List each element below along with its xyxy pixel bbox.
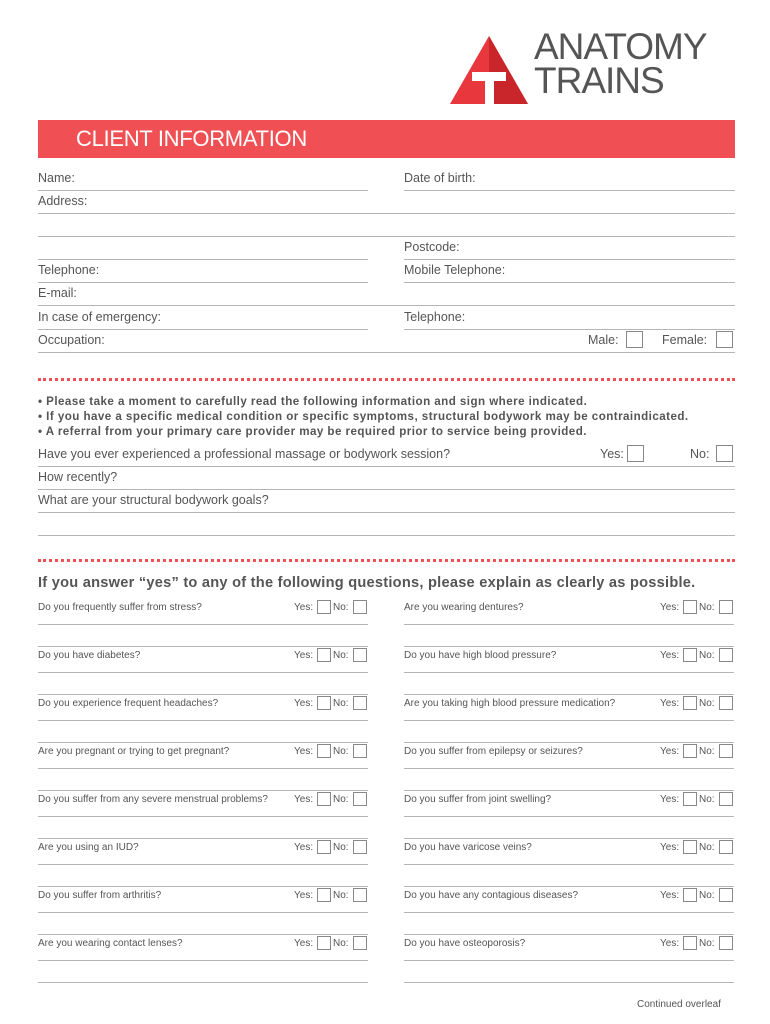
emergency-contact-label: In case of emergency: bbox=[38, 310, 161, 324]
health-question-row bbox=[404, 792, 734, 817]
logo-line-2: TRAINS bbox=[534, 60, 664, 101]
yes-checkbox[interactable] bbox=[683, 648, 697, 662]
telephone-label: Telephone: bbox=[38, 263, 100, 277]
notice-item: • If you have a specific medical condition or specific symptoms, structural bodywork may be contraindicated. bbox=[38, 410, 689, 423]
notice-item: • Please take a moment to carefully read the following information and sign where indicated. bbox=[38, 395, 588, 408]
yes-checkbox[interactable] bbox=[317, 936, 331, 950]
explanation-line[interactable] bbox=[38, 934, 368, 935]
health-question-text: Do you suffer from epilepsy or seizures? bbox=[404, 746, 583, 757]
explanation-line[interactable] bbox=[38, 742, 368, 743]
page-title: CLIENT INFORMATION bbox=[76, 126, 307, 151]
client-information-banner bbox=[38, 120, 735, 158]
massage-yes-checkbox[interactable] bbox=[627, 445, 644, 462]
no-checkbox[interactable] bbox=[719, 888, 733, 902]
no-checkbox[interactable] bbox=[353, 600, 367, 614]
yes-label: Yes: bbox=[660, 842, 680, 853]
yes-checkbox[interactable] bbox=[317, 696, 331, 710]
explanation-line[interactable] bbox=[404, 982, 734, 983]
no-label: No: bbox=[699, 890, 715, 901]
telephone-field[interactable] bbox=[38, 260, 368, 283]
occupation-label: Occupation: bbox=[38, 333, 105, 347]
name-label: Name: bbox=[38, 171, 75, 185]
health-question-row bbox=[38, 792, 368, 817]
email-label: E-mail: bbox=[38, 286, 77, 300]
mobile-telephone-label: Mobile Telephone: bbox=[404, 263, 506, 277]
yes-label: Yes: bbox=[294, 794, 314, 805]
no-label: No: bbox=[699, 602, 715, 613]
yes-checkbox[interactable] bbox=[317, 744, 331, 758]
no-checkbox[interactable] bbox=[353, 840, 367, 854]
yes-label: Yes: bbox=[660, 602, 680, 613]
health-question-text: Do you suffer from joint swelling? bbox=[404, 794, 552, 805]
no-checkbox[interactable] bbox=[353, 792, 367, 806]
yes-checkbox[interactable] bbox=[683, 744, 697, 758]
yes-label: Yes: bbox=[294, 938, 314, 949]
notice-item: • A referral from your primary care provider may be required prior to service being provided. bbox=[38, 425, 587, 438]
explanation-line[interactable] bbox=[38, 982, 368, 983]
explanation-line[interactable] bbox=[404, 646, 734, 647]
explanation-line[interactable] bbox=[38, 838, 368, 839]
yes-label: Yes: bbox=[294, 842, 314, 853]
no-label: No: bbox=[699, 698, 715, 709]
no-checkbox[interactable] bbox=[719, 648, 733, 662]
yes-label: Yes: bbox=[660, 698, 680, 709]
yes-label: Yes: bbox=[294, 602, 314, 613]
health-question-row bbox=[404, 648, 734, 673]
explanation-line[interactable] bbox=[404, 694, 734, 695]
explanation-line[interactable] bbox=[404, 934, 734, 935]
no-label: No: bbox=[699, 650, 715, 661]
health-question-text: Do you frequently suffer from stress? bbox=[38, 602, 202, 613]
no-checkbox[interactable] bbox=[719, 936, 733, 950]
no-checkbox[interactable] bbox=[719, 600, 733, 614]
health-question-row bbox=[38, 696, 368, 721]
explanation-line[interactable] bbox=[38, 790, 368, 791]
massage-no-label: No: bbox=[690, 447, 710, 461]
no-checkbox[interactable] bbox=[719, 696, 733, 710]
health-question-row bbox=[38, 744, 368, 769]
no-label: No: bbox=[333, 842, 349, 853]
yes-label: Yes: bbox=[660, 890, 680, 901]
no-checkbox[interactable] bbox=[353, 696, 367, 710]
address-label: Address: bbox=[38, 194, 88, 208]
massage-experience-question: Have you ever experienced a professional massage or bodywork session? bbox=[38, 447, 451, 461]
male-label: Male: bbox=[588, 333, 619, 347]
emergency-telephone-field[interactable] bbox=[404, 307, 735, 330]
dotted-divider bbox=[38, 559, 735, 562]
no-label: No: bbox=[333, 698, 349, 709]
notice-list bbox=[38, 394, 689, 439]
yes-checkbox[interactable] bbox=[683, 840, 697, 854]
explanation-line[interactable] bbox=[38, 646, 368, 647]
explanation-line[interactable] bbox=[38, 694, 368, 695]
massage-yes-label: Yes: bbox=[600, 447, 624, 461]
male-checkbox[interactable] bbox=[626, 331, 643, 348]
explanation-line[interactable] bbox=[404, 790, 734, 791]
health-question-row bbox=[38, 936, 368, 961]
health-question-text: Are you using an IUD? bbox=[38, 842, 139, 853]
emergency-telephone-label: Telephone: bbox=[404, 310, 466, 324]
email-field[interactable] bbox=[38, 283, 735, 306]
yes-label: Yes: bbox=[660, 938, 680, 949]
no-label: No: bbox=[333, 602, 349, 613]
health-question-row bbox=[404, 600, 734, 625]
logo-line-1: ANATOMY bbox=[534, 26, 707, 67]
dob-field[interactable] bbox=[404, 168, 735, 191]
no-checkbox[interactable] bbox=[353, 888, 367, 902]
yes-checkbox[interactable] bbox=[317, 888, 331, 902]
health-question-text: Do you suffer from any severe menstrual problems? bbox=[38, 794, 268, 805]
no-checkbox[interactable] bbox=[353, 648, 367, 662]
no-checkbox[interactable] bbox=[353, 936, 367, 950]
yes-checkbox[interactable] bbox=[683, 792, 697, 806]
bodywork-goals-label: What are your structural bodywork goals? bbox=[38, 493, 269, 507]
health-question-row bbox=[38, 648, 368, 673]
how-recently-label: How recently? bbox=[38, 470, 118, 484]
explanation-line[interactable] bbox=[404, 838, 734, 839]
health-question-text: Do you have high blood pressure? bbox=[404, 650, 557, 661]
yes-label: Yes: bbox=[294, 650, 314, 661]
yes-checkbox[interactable] bbox=[683, 888, 697, 902]
health-question-text: Do you suffer from arthritis? bbox=[38, 890, 162, 901]
health-question-text: Do you have osteoporosis? bbox=[404, 938, 526, 949]
health-question-row bbox=[404, 840, 734, 865]
anatomy-trains-logo-icon bbox=[448, 34, 530, 106]
health-question-row bbox=[404, 936, 734, 961]
address-field[interactable] bbox=[38, 191, 735, 214]
yes-checkbox[interactable] bbox=[683, 600, 697, 614]
yes-label: Yes: bbox=[660, 746, 680, 757]
yes-checkbox[interactable] bbox=[683, 936, 697, 950]
female-label: Female: bbox=[662, 333, 708, 347]
yes-label: Yes: bbox=[294, 746, 314, 757]
no-label: No: bbox=[699, 794, 715, 805]
health-question-row bbox=[404, 744, 734, 769]
yes-label: Yes: bbox=[660, 650, 680, 661]
yes-label: Yes: bbox=[660, 794, 680, 805]
no-label: No: bbox=[333, 938, 349, 949]
no-checkbox[interactable] bbox=[719, 792, 733, 806]
health-question-text: Do you have any contagious diseases? bbox=[404, 890, 579, 901]
yes-checkbox[interactable] bbox=[317, 792, 331, 806]
no-checkbox[interactable] bbox=[719, 840, 733, 854]
yes-label: Yes: bbox=[294, 890, 314, 901]
no-label: No: bbox=[699, 746, 715, 757]
health-question-row bbox=[404, 888, 734, 913]
female-checkbox[interactable] bbox=[716, 331, 733, 348]
address-line-3-field[interactable] bbox=[38, 237, 368, 260]
continued-overleaf-note: Continued overleaf bbox=[637, 999, 721, 1010]
health-question-text: Are you wearing dentures? bbox=[404, 602, 524, 613]
explanation-line[interactable] bbox=[404, 886, 734, 887]
yes-checkbox[interactable] bbox=[317, 840, 331, 854]
bodywork-goals-line-2-field[interactable] bbox=[38, 513, 735, 536]
explanation-line[interactable] bbox=[404, 742, 734, 743]
logo-wordmark bbox=[534, 26, 707, 101]
yes-checkbox[interactable] bbox=[683, 696, 697, 710]
yes-checkbox[interactable] bbox=[317, 648, 331, 662]
postcode-field[interactable] bbox=[404, 237, 735, 260]
anatomy-trains-logo bbox=[448, 26, 738, 108]
no-label: No: bbox=[333, 650, 349, 661]
how-recently-field[interactable] bbox=[38, 467, 735, 490]
bodywork-goals-field[interactable] bbox=[38, 490, 735, 513]
no-checkbox[interactable] bbox=[353, 744, 367, 758]
health-question-text: Are you pregnant or trying to get pregnant? bbox=[38, 746, 230, 757]
health-question-row bbox=[38, 888, 368, 913]
dob-label: Date of birth: bbox=[404, 171, 476, 185]
emergency-contact-field[interactable] bbox=[38, 307, 368, 330]
mobile-telephone-field[interactable] bbox=[404, 260, 735, 283]
yes-checkbox[interactable] bbox=[317, 600, 331, 614]
health-question-text: Do you experience frequent headaches? bbox=[38, 698, 219, 709]
health-questions-heading: If you answer “yes” to any of the following questions, please explain as clearly as possible. bbox=[38, 575, 696, 591]
no-label: No: bbox=[699, 938, 715, 949]
no-checkbox[interactable] bbox=[719, 744, 733, 758]
dotted-divider bbox=[38, 378, 735, 381]
health-question-text: Do you have diabetes? bbox=[38, 650, 141, 661]
health-question-text: Are you wearing contact lenses? bbox=[38, 938, 183, 949]
name-field[interactable] bbox=[38, 168, 368, 191]
health-question-text: Are you taking high blood pressure medication? bbox=[404, 698, 616, 709]
address-line-2-field[interactable] bbox=[38, 214, 735, 237]
health-question-row bbox=[38, 600, 368, 625]
health-question-row bbox=[404, 696, 734, 721]
health-question-text: Do you have varicose veins? bbox=[404, 842, 532, 853]
no-label: No: bbox=[333, 746, 349, 757]
postcode-label: Postcode: bbox=[404, 240, 460, 254]
no-label: No: bbox=[699, 842, 715, 853]
yes-label: Yes: bbox=[294, 698, 314, 709]
massage-no-checkbox[interactable] bbox=[716, 445, 733, 462]
no-label: No: bbox=[333, 794, 349, 805]
no-label: No: bbox=[333, 890, 349, 901]
explanation-line[interactable] bbox=[38, 886, 368, 887]
health-question-row bbox=[38, 840, 368, 865]
